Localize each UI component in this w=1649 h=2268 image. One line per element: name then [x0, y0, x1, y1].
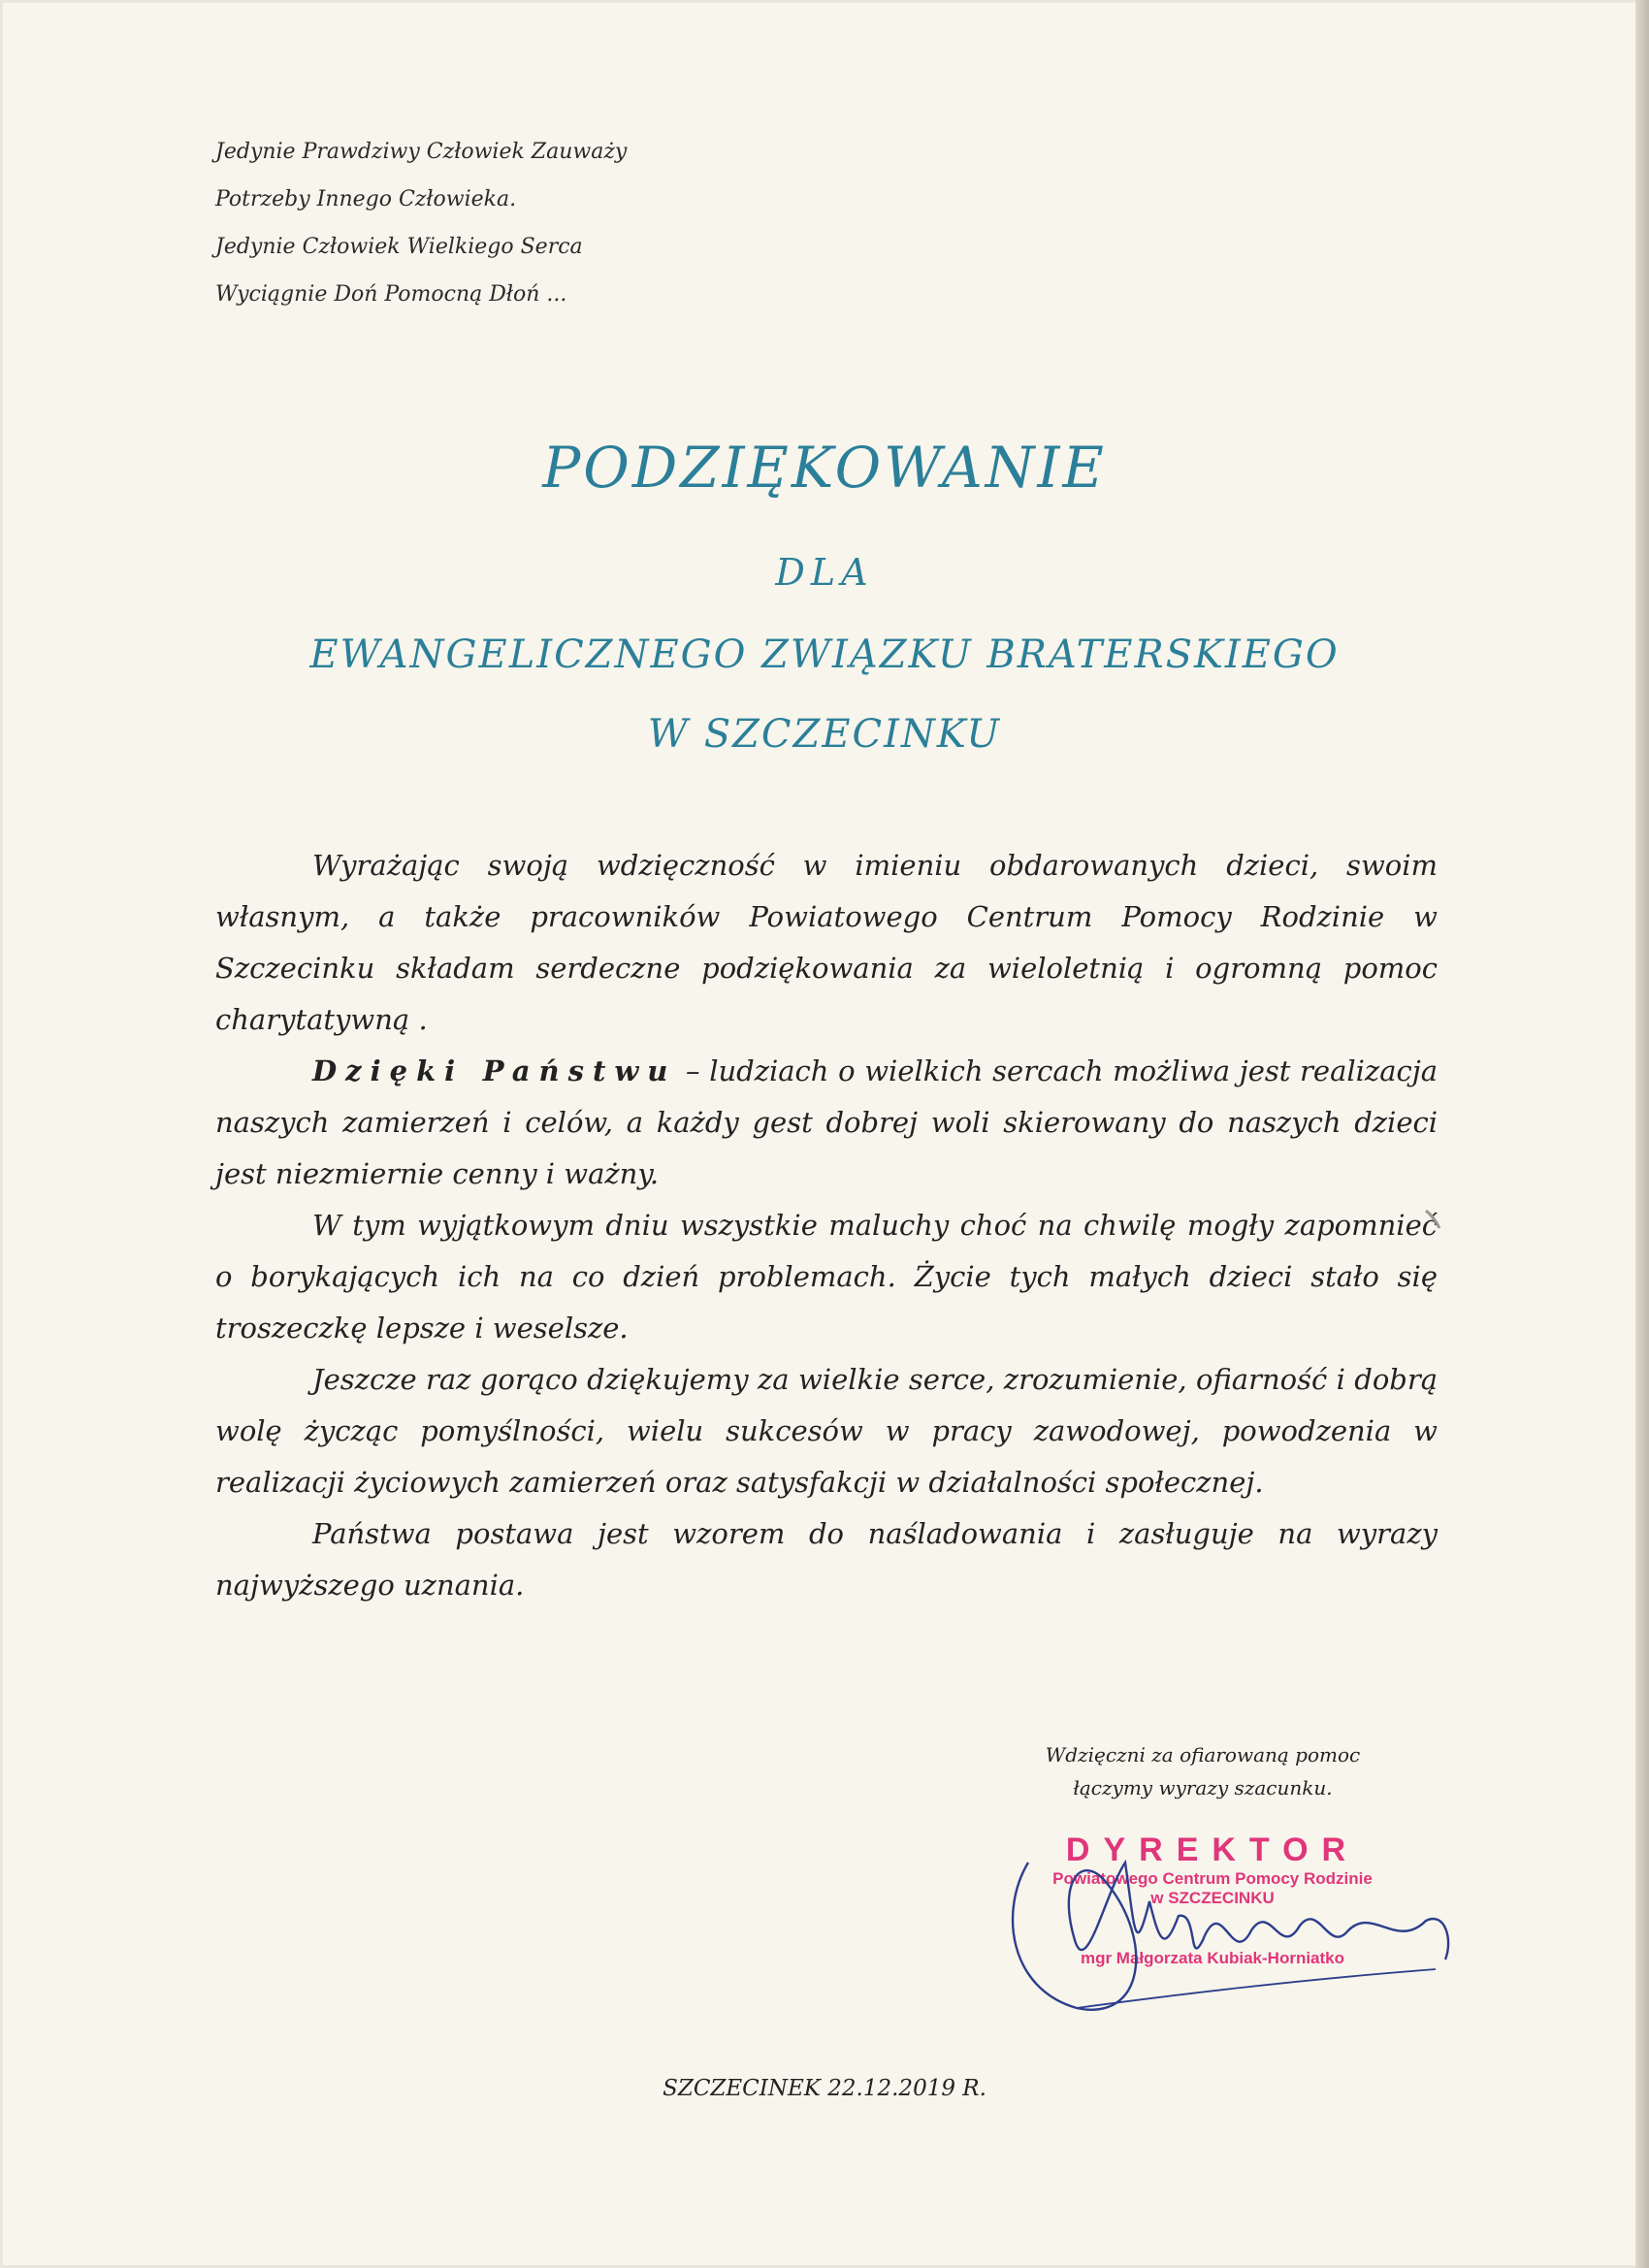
- closing-line: Wdzięczni za ofiarowaną pomoc: [1045, 1743, 1361, 1766]
- paragraph: Jeszcze raz gorąco dziękujemy za wielkie serce, zrozumienie, ofiarność i dobrą wolę życząc pomyślności, wielu sukcesów w pracy zawodowej, powodzenia w realizacji życiowych zamierzeń oraz satysfakcji w działalności społecznej.: [215, 1363, 1438, 1499]
- stamp-title: DYREKTOR: [1065, 1831, 1360, 1868]
- motto: [215, 128, 759, 318]
- stamp-name: mgr Małgorzata Kubiak-Horniatko: [1080, 1949, 1345, 1967]
- heading-dla: DLA: [775, 551, 874, 594]
- closing-note: [1028, 1738, 1377, 1804]
- motto-line: Potrzeby Innego Człowieka.: [215, 187, 517, 211]
- motto-line: Wyciągnie Doń Pomocną Dłoń ...: [215, 282, 567, 307]
- heading-organization: EWANGELICZNEGO ZWIĄZKU BRATERSKIEGO: [309, 632, 1340, 677]
- motto-line: Jedynie Prawdziwy Człowiek Zauważy: [215, 140, 628, 164]
- heading-city: W SZCZECINKU: [647, 712, 1002, 757]
- document-title: PODZIĘKOWANIE: [542, 435, 1107, 501]
- letter-body: [215, 840, 1438, 1611]
- paragraph: [215, 1046, 1438, 1200]
- place-date: SZCZECINEK 22.12.2019 R.: [663, 2076, 986, 2101]
- scan-mark: [1424, 1209, 1441, 1230]
- closing-line: łączymy wyrazy szacunku.: [1073, 1776, 1333, 1799]
- paragraph-rest: – ludziach o wielkich sercach możliwa jest realizacja naszych zamierzeń i celów, a każdy gest dobrej woli skierowany do naszych dzieci jest niezmiernie cenny i ważny.: [215, 1054, 1439, 1190]
- paragraph: Wyrażając swoją wdzięczność w imieniu obdarowanych dzieci, swoim własnym, a także pracowników Powiatowego Centrum Pomocy Rodzinie w Szczecinku składam serdeczne podziękowania za wieloletnią i ogromną pomoc charytatywną .: [215, 849, 1438, 1036]
- paragraph: W tym wyjątkowym dniu wszystkie maluchy choć na chwilę mogły zapomnieć o borykających ich na co dzień problemach. Życie tych małych dzieci stało się troszeczkę lepsze i weselsze.: [215, 1209, 1438, 1345]
- stamp-line: Powiatowego Centrum Pomocy Rodzinie: [1052, 1869, 1373, 1888]
- paragraph: Państwa postawa jest wzorem do naśladowania i zasługuje na wyrazy najwyższego uznania.: [215, 1517, 1438, 1602]
- motto-line: Jedynie Człowiek Wielkiego Serca: [215, 235, 583, 259]
- signature: [989, 1824, 1474, 2037]
- page-edge: [1635, 0, 1649, 2268]
- stamp-line: w SZCZECINKU: [1150, 1889, 1275, 1907]
- emphasis: Dzięki Państwu: [312, 1054, 677, 1087]
